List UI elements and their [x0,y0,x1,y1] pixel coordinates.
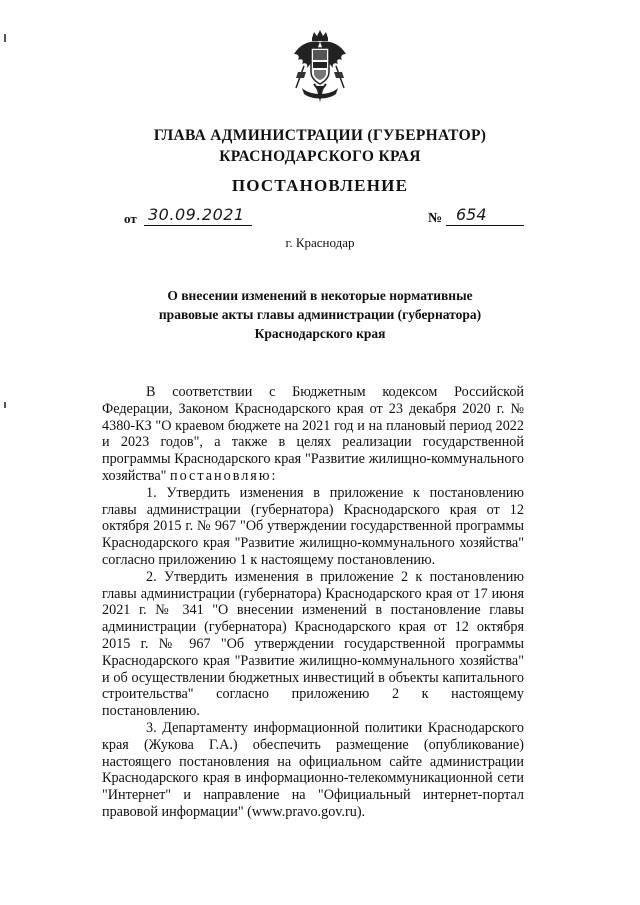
document-type-heading: ПОСТАНОВЛЕНИЕ [231,176,409,195]
number-label: № [428,211,443,226]
document-title [0,286,640,343]
scan-margin-mark [4,402,6,408]
city-name: г. Краснодар [285,235,355,250]
date-value-handwritten: 30.09.2021 [148,205,245,224]
title-line: О внесении изменений в некоторые нормативные [167,288,473,303]
title-line: Краснодарского края [254,326,386,341]
resolve-word: постановляю [170,467,272,484]
coat-of-arms-emblem [290,28,350,104]
document-body [102,384,524,821]
date-number-line [0,205,640,235]
preamble-text: В соответствии с Бюджетным кодексом Российской Федерации, Законом Краснодарского края от 23 декабря 2020 г. № 4380-КЗ "О краевом бюджете на 2021 год и на плановый период 2022 и 2023 годов", а также в целях реализации государственной программы Краснодарского края "Развитие жилищно-коммунального хозяйства" [102,384,524,484]
preamble-paragraph [102,384,524,485]
date-label: от [124,211,137,226]
clause-2-paragraph: 2. Утвердить изменения в приложение 2 к постановлению главы администрации (губернатора) Краснодарского края от 17 июня 2021 г. № 341 "О внесении изменений в постановление главы администрации (губернатора) Краснодарского края от 12 октября 2015 г. № 967 "Об утверждении государственной программы Краснодарского края "Развитие жилищно-коммунального хозяйства" и об осуществлении бюджетных инвестиций в объекты капитального строительства" согласно приложению 2 к настоящему постановлению. [102,568,524,720]
authority-name-line1: ГЛАВА АДМИНИСТРАЦИИ (ГУБЕРНАТОР) [153,127,487,144]
clause-1-paragraph: 1. Утвердить изменения в приложение к постановлению главы администрации (губернатора) Краснодарского края от 12 октября 2015 г. № 967 "Об утверждении государственной программы Краснодарского края "Развитие жилищно-коммунального хозяйства" согласно приложению 1 к настоящему постановлению. [102,484,524,568]
number-underline [446,225,524,226]
authority-name-line2: КРАСНОДАРСКОГО КРАЯ [219,148,421,165]
scan-margin-mark [4,34,6,42]
clause-3-paragraph: 3. Департаменту информационной политики Краснодарского края (Жукова Г.А.) обеспечить размещение (опубликование) настоящего постановления на официальном сайте администрации Краснодарского края в информационно-телекоммуникационной сети "Интернет" и направление на "Официальный интернет-портал правовой информации" (www.pravo.gov.ru). [102,719,524,820]
date-underline [144,225,252,226]
preamble-colon: : [271,467,276,484]
number-value-handwritten: 654 [456,205,487,224]
title-line: правовые акты главы администрации (губернатора) [158,307,482,322]
